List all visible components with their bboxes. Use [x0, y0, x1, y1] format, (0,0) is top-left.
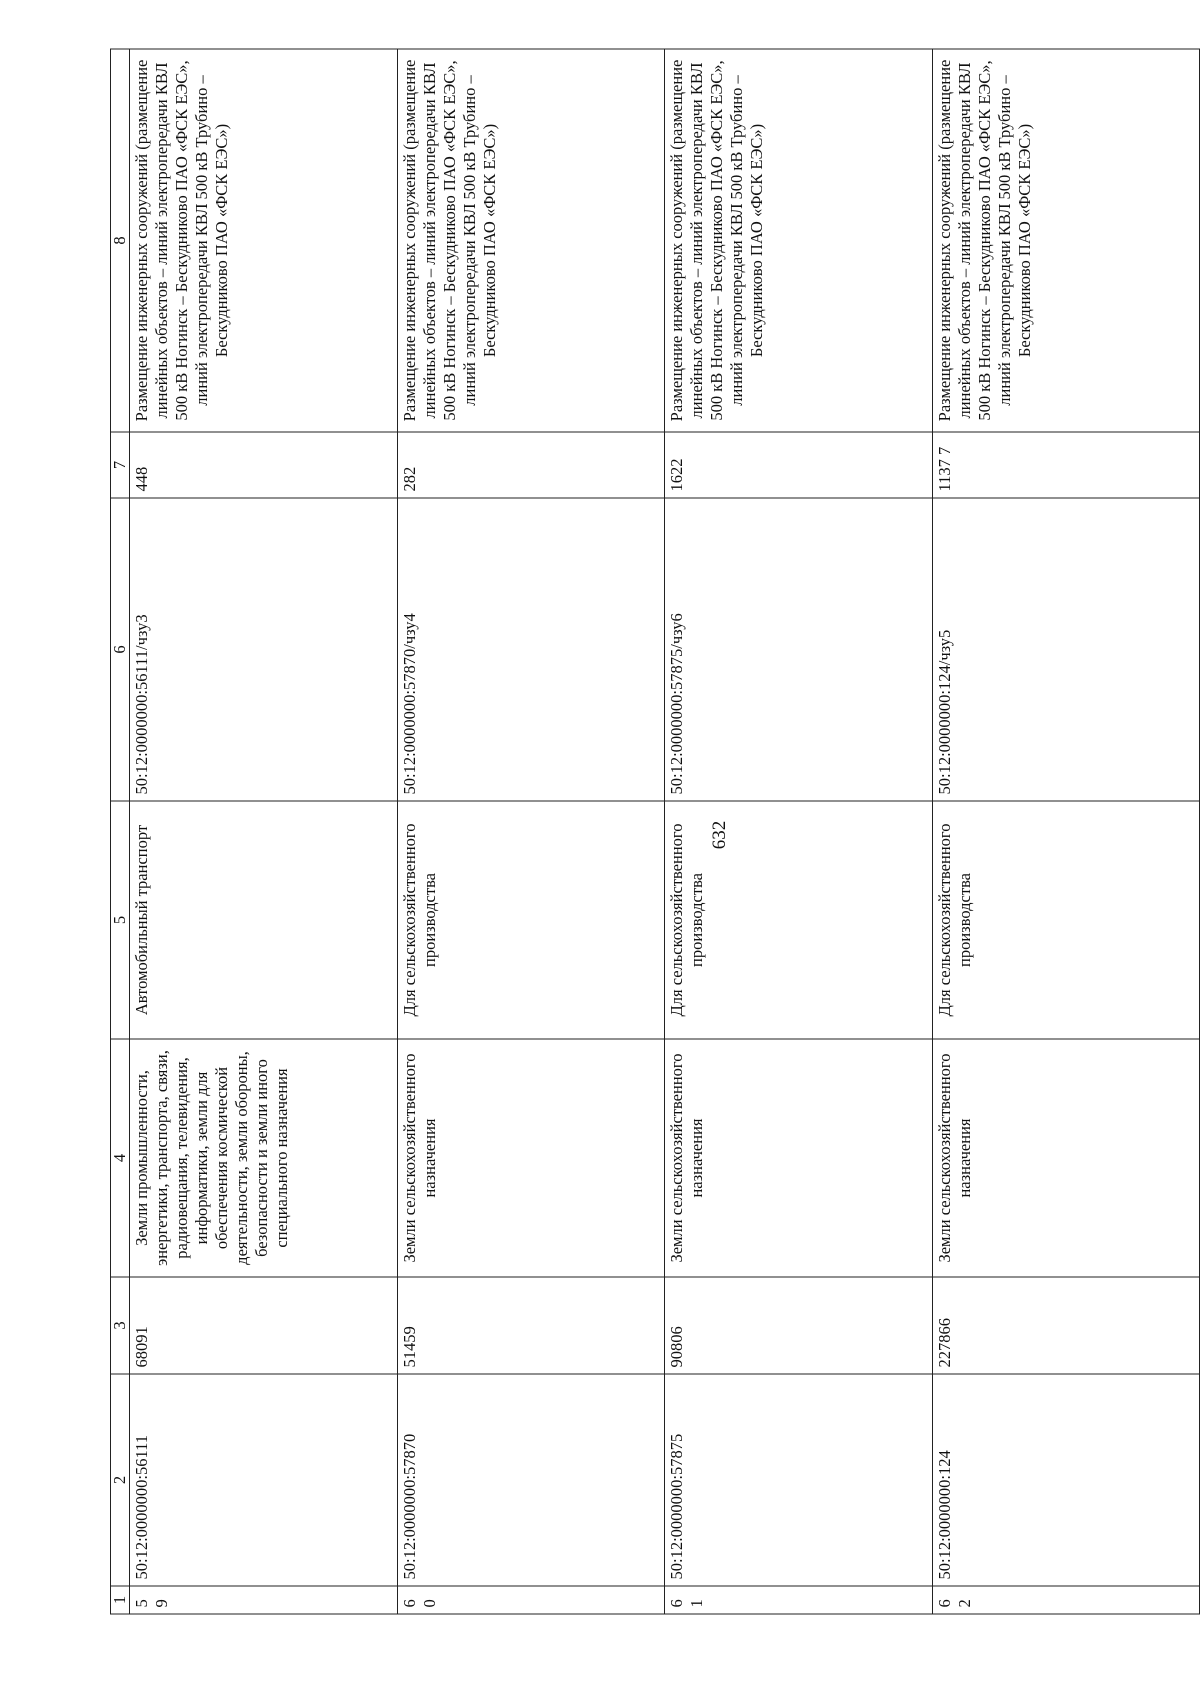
permitted-use: Для сельскохозяйственного производства — [665, 801, 933, 1039]
land-category: Земли сельскохозяйственного назначения — [397, 1039, 665, 1277]
row-number: 60 — [397, 1586, 665, 1614]
plot-part-number: 50:12:0000000:124/чзу5 — [932, 498, 1200, 801]
land-category: Земли сельскохозяйственного назначения — [665, 1039, 933, 1277]
plot-area: 68091 — [130, 1277, 398, 1374]
plot-part-area: 282 — [397, 432, 665, 498]
table-row — [397, 49, 665, 1614]
usage-purpose: Размещение инженерных сооружений (размещение линейных объектов – линий электропередачи КВЛ 500 кВ Ногинск – Бескудниково ПАО «ФСК ЕЭС», линий электропередачи КВЛ 500 кВ Трубино – Бескудниково ПАО «ФСК ЕЭС») — [397, 49, 665, 432]
column-header-4: 4 — [111, 1039, 130, 1277]
usage-purpose: Размещение инженерных сооружений (размещение линейных объектов – линий электропередачи КВЛ 500 кВ Ногинск – Бескудниково ПАО «ФСК ЕЭС», линий электропередачи КВЛ 500 кВ Трубино – Бескудниково ПАО «ФСК ЕЭС») — [130, 49, 398, 432]
table-row — [130, 49, 398, 1614]
permitted-use: Для сельскохозяйственного производства — [397, 801, 665, 1039]
table-row — [665, 49, 933, 1614]
plot-part-number: 50:12:0000000:57875/чзу6 — [665, 498, 933, 801]
column-header-8: 8 — [111, 49, 130, 432]
usage-purpose: Размещение инженерных сооружений (размещение линейных объектов – линий электропередачи КВЛ 500 кВ Ногинск – Бескудниково ПАО «ФСК ЕЭС», линий электропередачи КВЛ 500 кВ Трубино – Бескудниково ПАО «ФСК ЕЭС») — [665, 49, 933, 432]
column-header-5: 5 — [111, 801, 130, 1039]
cadastral-number: 50:12:0000000:56111 — [130, 1374, 398, 1586]
plot-part-area: 1622 — [665, 432, 933, 498]
header-row — [111, 49, 130, 1614]
row-number: 59 — [130, 1586, 398, 1614]
plot-area: 90806 — [665, 1277, 933, 1374]
plot-part-number: 50:12:0000000:57870/чзу4 — [397, 498, 665, 801]
land-category: Земли промышленности, энергетики, транспорта, связи, радиовещания, телевидения, информатики, земли для обеспечения космической деятельности, земли обороны, безопасности и земли иного специального назначения — [130, 1039, 398, 1277]
plot-area: 51459 — [397, 1277, 665, 1374]
column-header-6: 6 — [111, 498, 130, 801]
plot-part-area: 448 — [130, 432, 398, 498]
permitted-use: Автомобильный транспорт — [130, 801, 398, 1039]
row-number: 62 — [932, 1586, 1200, 1614]
land-category: Земли сельскохозяйственного назначения — [932, 1039, 1200, 1277]
plot-part-number: 50:12:0000000:56111/чзу3 — [130, 498, 398, 801]
permitted-use: Для сельскохозяйственного производства — [932, 801, 1200, 1039]
row-number: 61 — [665, 1586, 933, 1614]
column-header-3: 3 — [111, 1277, 130, 1374]
land-plots-table — [110, 49, 1200, 1615]
land-plots-table-wrapper — [110, 50, 1200, 1615]
column-header-2: 2 — [111, 1374, 130, 1586]
page-number: 632 — [709, 820, 730, 850]
cadastral-number: 50:12:0000000:124 — [932, 1374, 1200, 1586]
usage-purpose: Размещение инженерных сооружений (размещение линейных объектов – линий электропередачи КВЛ 500 кВ Ногинск – Бескудниково ПАО «ФСК ЕЭС», линий электропередачи КВЛ 500 кВ Трубино – Бескудниково ПАО «ФСК ЕЭС») — [932, 49, 1200, 432]
plot-part-area: 1137 7 — [932, 432, 1200, 498]
cadastral-number: 50:12:0000000:57875 — [665, 1374, 933, 1586]
cadastral-number: 50:12:0000000:57870 — [397, 1374, 665, 1586]
table-row — [932, 49, 1200, 1614]
plot-area: 227866 — [932, 1277, 1200, 1374]
column-header-1: 1 — [111, 1586, 130, 1614]
column-header-7: 7 — [111, 432, 130, 498]
